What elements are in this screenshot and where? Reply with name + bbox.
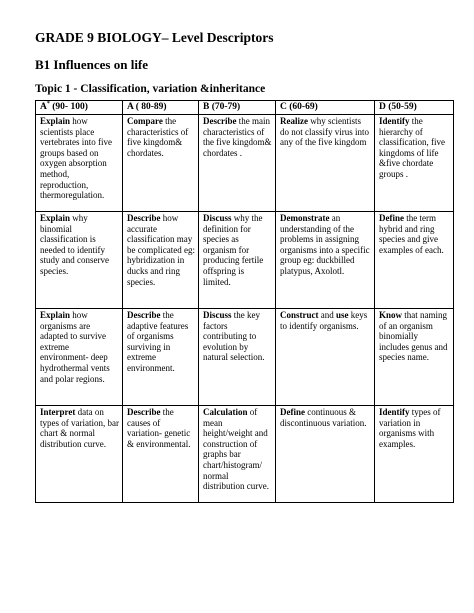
table-cell: Discuss why the definition for species as organism for producing fertile offspring is limited. xyxy=(199,212,276,309)
table-row xyxy=(36,406,454,503)
table-cell: Interpret data on types of variation, bar chart & normal distribution curve. xyxy=(36,406,123,503)
column-header: A ( 80-89) xyxy=(123,101,199,115)
level-descriptors-table xyxy=(35,100,454,503)
table-cell: Demonstrate an understanding of the problems in assigning organisms into a specific group eg: duckbilled platypus, Axolotl. xyxy=(276,212,375,309)
table-cell: Define the term hybrid and ring species and give examples of each. xyxy=(375,212,454,309)
table-cell: Define continuous & discontinuous variation. xyxy=(276,406,375,503)
table-cell: Explain how organisms are adapted to survive extreme environment- deep hydrothermal vents and polar regions. xyxy=(36,309,123,406)
document-title: GRADE 9 BIOLOGY– Level Descriptors xyxy=(35,30,274,45)
table-cell: Calculation of mean height/weight and construction of graphs bar chart/histogram/ normal distribution curve. xyxy=(199,406,276,503)
table-cell: Discuss the key factors contributing to evolution by natural selection. xyxy=(199,309,276,406)
table-cell: Construct and use keys to identify organisms. xyxy=(276,309,375,406)
column-header: C (60-69) xyxy=(276,101,375,115)
topic-heading: Topic 1 - Classification, variation &inheritance xyxy=(35,83,266,95)
table-row xyxy=(36,309,454,406)
table-cell: Explain how scientists place vertebrates into five groups based on oxygen absorption method, reproduction, thermoregulation. xyxy=(36,115,123,212)
column-header: A* (90- 100) xyxy=(36,101,123,115)
header-row xyxy=(36,101,454,115)
table-row xyxy=(36,212,454,309)
table-cell: Realize why scientists do not classify virus into any of the five kingdom xyxy=(276,115,375,212)
table-cell: Describe the adaptive features of organisms surviving in extreme environment. xyxy=(123,309,199,406)
table-cell: Describe the causes of variation- genetic & environmental. xyxy=(123,406,199,503)
column-header: B (70-79) xyxy=(199,101,276,115)
table-cell: Identify the hierarchy of classification, five kingdoms of life &five chordate groups . xyxy=(375,115,454,212)
table-cell: Explain why binomial classification is needed to identify study and conserve species. xyxy=(36,212,123,309)
table-cell: Compare the characteristics of five kingdom& chordates. xyxy=(123,115,199,212)
table-cell: Describe how accurate classification may be complicated eg: hybridization in ducks and ring species. xyxy=(123,212,199,309)
unit-heading: B1 Influences on life xyxy=(35,57,149,72)
table-cell: Describe the main characteristics of the five kingdom& chordates . xyxy=(199,115,276,212)
table-cell: Know that naming of an organism binomially includes genus and species name. xyxy=(375,309,454,406)
table-row xyxy=(36,115,454,212)
column-header: D (50-59) xyxy=(375,101,454,115)
table-cell: Identify types of variation in organisms with examples. xyxy=(375,406,454,503)
